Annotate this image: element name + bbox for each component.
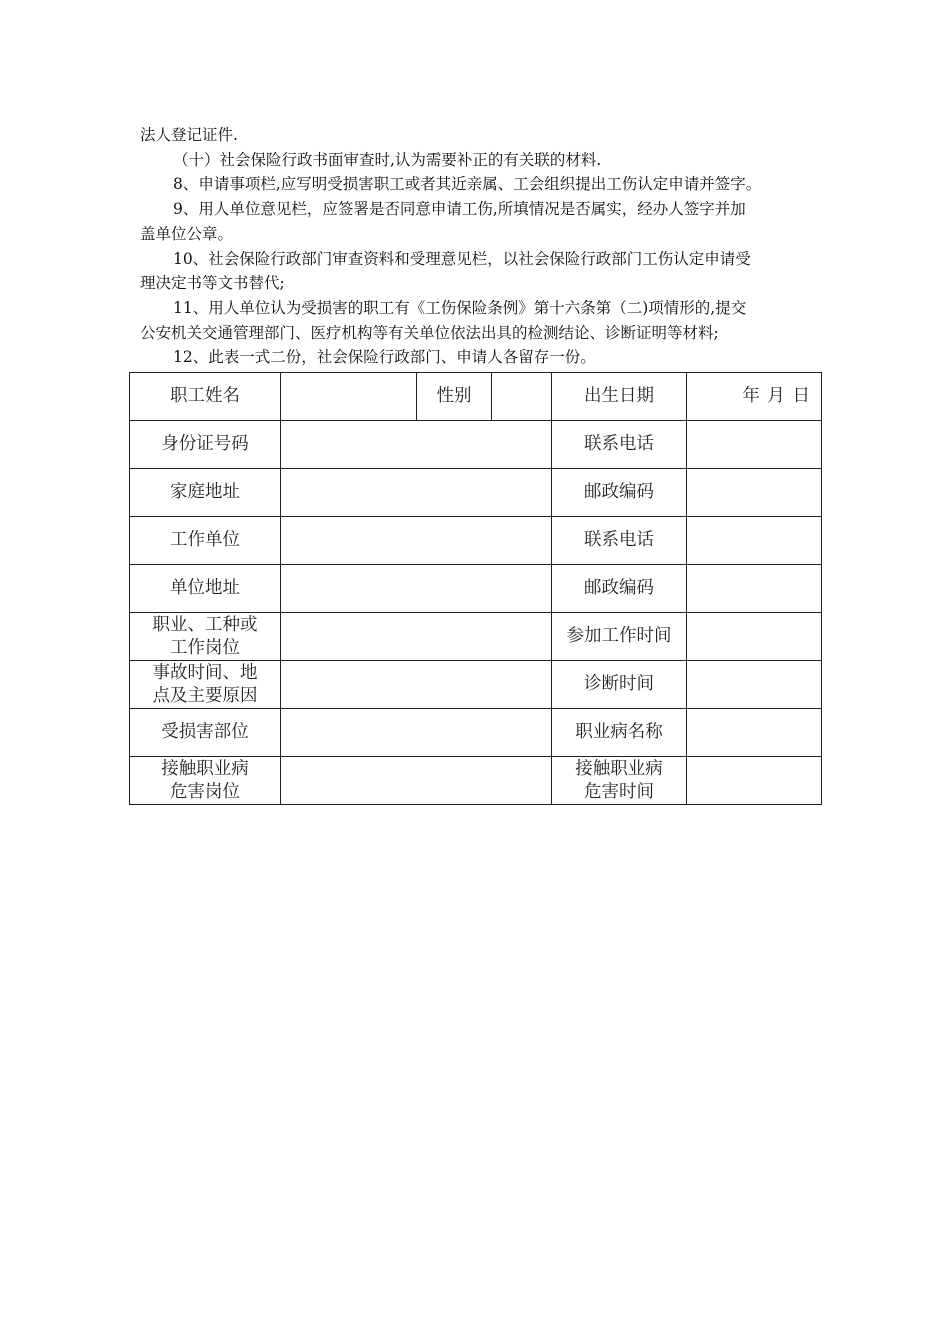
label-accident-info-text: 事故时间、地 点及主要原因: [152, 662, 258, 706]
label-hazard-time: [552, 757, 687, 805]
label-unit-address: 单位地址: [130, 565, 281, 613]
field-injured-part[interactable]: [281, 709, 552, 757]
field-hazard-post[interactable]: [281, 757, 552, 805]
table-row: [130, 661, 822, 709]
injury-application-form-table: [129, 372, 822, 805]
label-hazard-time-text: 接触职业病 危害时间: [575, 758, 663, 802]
field-postcode-unit[interactable]: [687, 565, 822, 613]
note-line: 8、申请事项栏,应写明受损害职工或者其近亲属、工会组织提出工伤认定申请并签字。: [173, 175, 762, 194]
field-unit-address[interactable]: [281, 565, 552, 613]
field-hazard-time[interactable]: [687, 757, 822, 805]
field-employee-name[interactable]: [281, 373, 417, 421]
table-row: [130, 757, 822, 805]
table-row: [130, 469, 822, 517]
table-row: [130, 373, 822, 421]
table-row: [130, 613, 822, 661]
field-phone-unit[interactable]: [687, 517, 822, 565]
label-hazard-post: [130, 757, 281, 805]
field-phone-personal[interactable]: [687, 421, 822, 469]
field-id-number[interactable]: [281, 421, 552, 469]
note-line: 10、社会保险行政部门审查资料和受理意见栏，以社会保险行政部门工伤认定申请受: [173, 249, 751, 268]
field-gender[interactable]: [492, 373, 552, 421]
label-birth-date: 出生日期: [552, 373, 687, 421]
label-id-number: 身份证号码: [130, 421, 281, 469]
label-phone-unit: 联系电话: [552, 517, 687, 565]
label-work-unit: 工作单位: [130, 517, 281, 565]
label-accident-info: [130, 661, 281, 709]
note-line: 法人登记证件.: [140, 126, 238, 144]
note-line: 12、此表一式二份，社会保险行政部门、申请人各留存一份。: [173, 348, 596, 367]
note-line: 11、用人单位认为受损害的职工有《工伤保险条例》第十六条第（二)项情形的,提交: [173, 298, 747, 317]
field-diagnosis-time[interactable]: [687, 661, 822, 709]
label-phone-personal: 联系电话: [552, 421, 687, 469]
field-birth-date[interactable]: 年 月 日: [687, 373, 822, 421]
label-postcode-home: 邮政编码: [552, 469, 687, 517]
instruction-notes: [140, 123, 810, 370]
table-row: [130, 421, 822, 469]
table-row: [130, 517, 822, 565]
note-line: 9、用人单位意见栏，应签署是否同意申请工伤,所填情况是否属实，经办人签字并加: [173, 200, 746, 219]
table-row: [130, 565, 822, 613]
label-work-start-time: 参加工作时间: [552, 613, 687, 661]
field-occupation[interactable]: [281, 613, 552, 661]
label-gender: 性别: [417, 373, 492, 421]
label-postcode-unit: 邮政编码: [552, 565, 687, 613]
field-postcode-home[interactable]: [687, 469, 822, 517]
field-disease-name[interactable]: [687, 709, 822, 757]
label-diagnosis-time: 诊断时间: [552, 661, 687, 709]
field-work-start-time[interactable]: [687, 613, 822, 661]
label-employee-name: 职工姓名: [130, 373, 281, 421]
field-accident-info[interactable]: [281, 661, 552, 709]
note-line: 公安机关交通管理部门、医疗机构等有关单位依法出具的检测结论、诊断证明等材料;: [140, 323, 719, 342]
note-line: 理决定书等文书替代;: [140, 274, 285, 293]
label-injured-part: 受损害部位: [130, 709, 281, 757]
label-hazard-post-text: 接触职业病 危害岗位: [161, 758, 249, 802]
label-disease-name: 职业病名称: [552, 709, 687, 757]
note-line: （十）社会保险行政书面审查时,认为需要补正的有关联的材料.: [173, 150, 602, 169]
field-home-address[interactable]: [281, 469, 552, 517]
field-work-unit[interactable]: [281, 517, 552, 565]
table-row: [130, 709, 822, 757]
label-home-address: 家庭地址: [130, 469, 281, 517]
label-occupation: [130, 613, 281, 661]
label-occupation-text: 职业、工种或 工作岗位: [152, 614, 258, 658]
note-line: 盖单位公章。: [140, 224, 234, 243]
